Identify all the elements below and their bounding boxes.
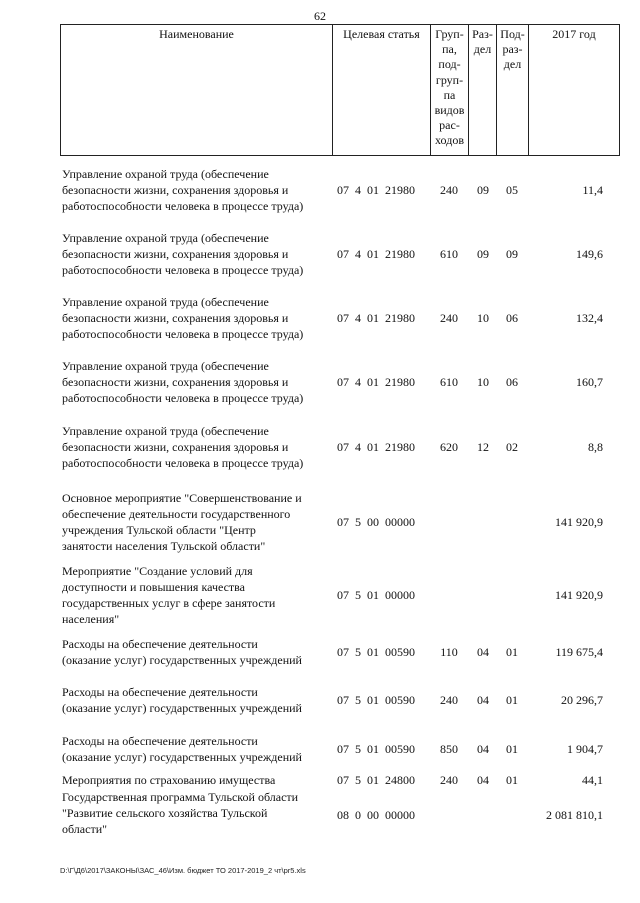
row-name: Расходы на обеспечение деятельности (оказание услуг) государственных учреждений — [62, 685, 302, 715]
row-razdel: 04 — [477, 645, 489, 659]
header-razdel: Раз- дел — [468, 24, 496, 156]
row-name: Управление охраной труда (обеспечение безопасности жизни, сохранения здоровья и работоспособности человека в процессе труда) — [62, 167, 304, 213]
header-group: Груп- па, под- груп- па видов рас- ходов — [430, 24, 468, 156]
row-code: 07 5 01 00590 — [337, 742, 415, 756]
row-code: 07 4 01 21980 — [337, 183, 415, 197]
row-podrazdel: 01 — [506, 645, 518, 659]
row-code: 07 5 01 24800 — [337, 773, 415, 787]
header-year: 2017 год — [528, 24, 620, 156]
row-podrazdel: 06 — [506, 311, 518, 325]
row-group: 240 — [440, 693, 458, 707]
row-name: Мероприятие "Создание условий для доступности и повышения качества государственных услуг в сфере занятости населения" — [62, 564, 276, 626]
row-podrazdel: 01 — [506, 773, 518, 787]
row-amount: 1 904,7 — [567, 742, 603, 756]
row-name: Основное мероприятие "Совершенствование и обеспечение деятельности государственного учреждения Тульской области "Центр занятости населения Тульской области" — [62, 491, 302, 553]
row-razdel: 09 — [477, 183, 489, 197]
row-code: 07 5 01 00000 — [337, 588, 415, 602]
row-razdel: 12 — [477, 440, 489, 454]
row-podrazdel: 05 — [506, 183, 518, 197]
row-code: 07 4 01 21980 — [337, 247, 415, 261]
row-name: Управление охраной труда (обеспечение безопасности жизни, сохранения здоровья и работоспособности человека в процессе труда) — [62, 424, 304, 470]
page-number: 62 — [314, 9, 326, 23]
row-razdel: 04 — [477, 742, 489, 756]
row-code: 07 5 01 00590 — [337, 645, 415, 659]
row-amount: 160,7 — [576, 375, 603, 389]
row-amount: 141 920,9 — [555, 515, 603, 529]
row-razdel: 10 — [477, 375, 489, 389]
row-code: 07 4 01 21980 — [337, 375, 415, 389]
row-podrazdel: 02 — [506, 440, 518, 454]
row-code: 07 4 01 21980 — [337, 311, 415, 325]
row-group: 240 — [440, 183, 458, 197]
row-name: Государственная программа Тульской области "Развитие сельского хозяйства Тульской области" — [62, 790, 299, 836]
row-name: Расходы на обеспечение деятельности (оказание услуг) государственных учреждений — [62, 637, 302, 667]
row-group: 610 — [440, 247, 458, 261]
row-amount: 2 081 810,1 — [546, 808, 603, 822]
row-podrazdel: 01 — [506, 693, 518, 707]
row-podrazdel: 09 — [506, 247, 518, 261]
row-razdel: 04 — [477, 693, 489, 707]
row-amount: 132,4 — [576, 311, 603, 325]
row-group: 620 — [440, 440, 458, 454]
row-podrazdel: 06 — [506, 375, 518, 389]
row-amount: 149,6 — [576, 247, 603, 261]
row-amount: 11,4 — [582, 183, 603, 197]
row-code: 07 4 01 21980 — [337, 440, 415, 454]
header-name: Наименование — [60, 24, 332, 156]
footer-file-path: D:\Г\Д6\2017\ЗАКОНЫ\ЗАС_46\Изм. бюджет ТО 2017-2019_2 чт\pr5.xls — [60, 866, 306, 875]
header-target: Целевая статья — [332, 24, 430, 156]
row-code: 08 0 00 00000 — [337, 808, 415, 822]
row-group: 240 — [440, 773, 458, 787]
row-name: Управление охраной труда (обеспечение безопасности жизни, сохранения здоровья и работоспособности человека в процессе труда) — [62, 295, 304, 341]
row-group: 110 — [440, 645, 458, 659]
row-name: Управление охраной труда (обеспечение безопасности жизни, сохранения здоровья и работоспособности человека в процессе труда) — [62, 231, 304, 277]
row-amount: 20 296,7 — [561, 693, 603, 707]
row-code: 07 5 01 00590 — [337, 693, 415, 707]
table-header — [60, 24, 620, 156]
row-razdel: 04 — [477, 773, 489, 787]
row-razdel: 10 — [477, 311, 489, 325]
row-group: 850 — [440, 742, 458, 756]
row-amount: 8,8 — [588, 440, 603, 454]
row-razdel: 09 — [477, 247, 489, 261]
row-podrazdel: 01 — [506, 742, 518, 756]
row-amount: 141 920,9 — [555, 588, 603, 602]
row-name: Управление охраной труда (обеспечение безопасности жизни, сохранения здоровья и работоспособности человека в процессе труда) — [62, 359, 304, 405]
row-amount: 44,1 — [582, 773, 603, 787]
row-code: 07 5 00 00000 — [337, 515, 415, 529]
row-name: Расходы на обеспечение деятельности (оказание услуг) государственных учреждений — [62, 734, 302, 764]
row-group: 610 — [440, 375, 458, 389]
row-amount: 119 675,4 — [555, 645, 603, 659]
header-podrazdel: Под- раз- дел — [496, 24, 528, 156]
row-group: 240 — [440, 311, 458, 325]
row-name: Мероприятия по страхованию имущества — [62, 773, 276, 787]
